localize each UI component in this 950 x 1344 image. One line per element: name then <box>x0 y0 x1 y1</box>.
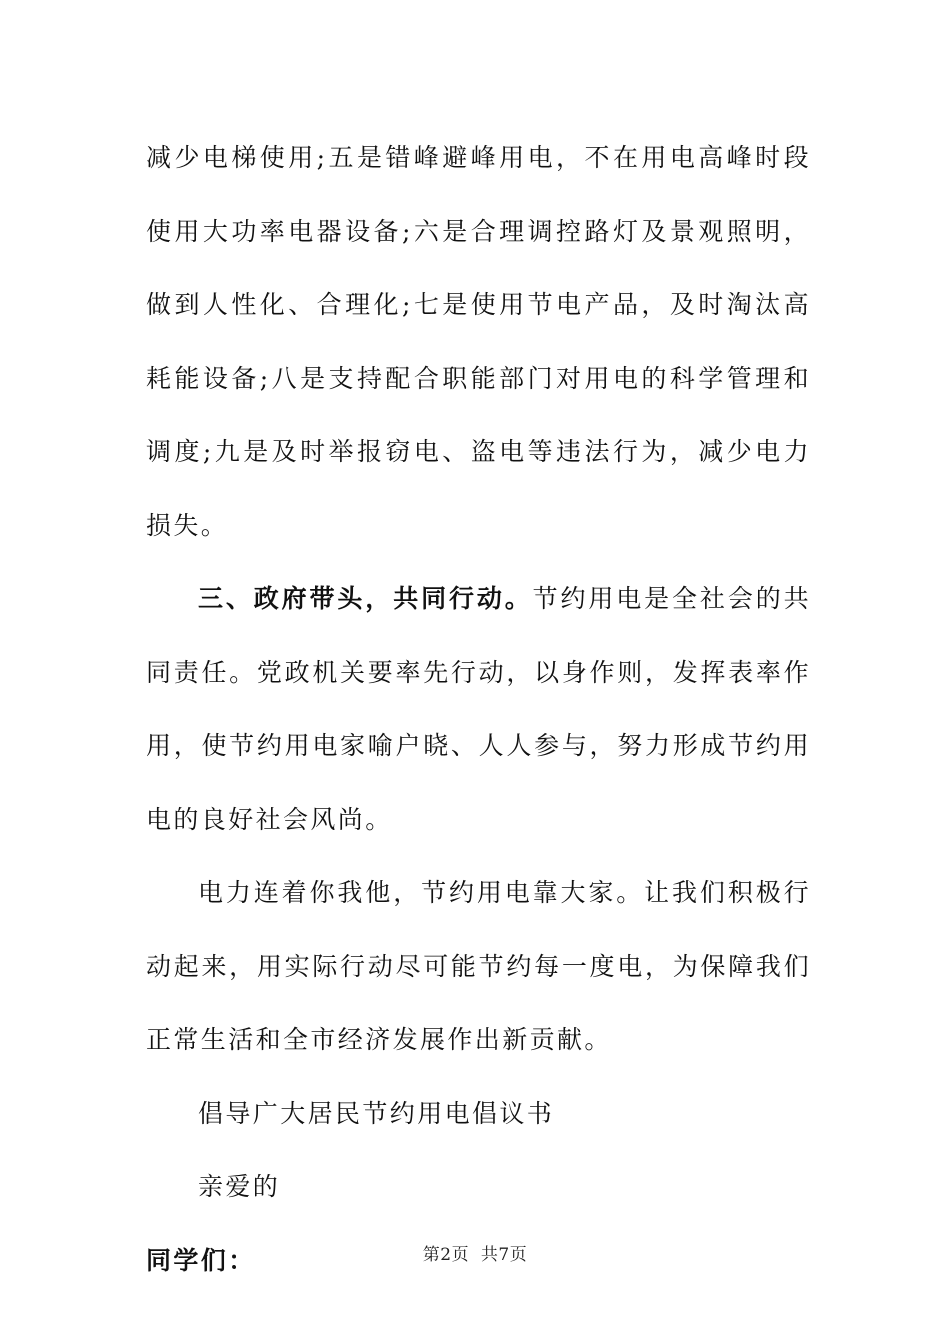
page-number-total: 共7页 <box>480 1245 528 1265</box>
paragraph-government-lead <box>146 562 811 856</box>
section-body: 节约用电是全社会的共同责任。党政机关要率先行动，以身作则，发挥表率作用，使节约用电家喻户晓、人人参与，努力形成节约用电的良好社会风尚。 <box>146 584 811 834</box>
page-number-current: 第2页 <box>422 1245 470 1265</box>
document-title-line: 倡导广大居民节约用电倡议书 <box>198 1098 555 1128</box>
paragraph-energy-measures: 减少电梯使用;五是错峰避峰用电，不在用电高峰时段使用大功率电器设备;六是合理调控路灯及景观照明，做到人性化、合理化;七是使用节电产品，及时淘汰高耗能设备;八是支持配合职能部门对用电的科学管理和调度;九是及时举报窃电、盗电等违法行为，减少电力损失。 <box>146 143 811 540</box>
greeting-line: 亲爱的 <box>198 1172 281 1201</box>
document-body <box>146 121 811 1297</box>
page-footer <box>0 1240 950 1265</box>
paragraph-call-to-action: 电力连着你我他，节约用电靠大家。让我们积极行动起来，用实际行动尽可能节约每一度电，为保障我们正常生活和全市经济发展作出新贡献。 <box>146 878 811 1054</box>
section-heading: 三、政府带头，共同行动。 <box>198 584 533 613</box>
salutation-line: 同学们： <box>146 1245 256 1275</box>
